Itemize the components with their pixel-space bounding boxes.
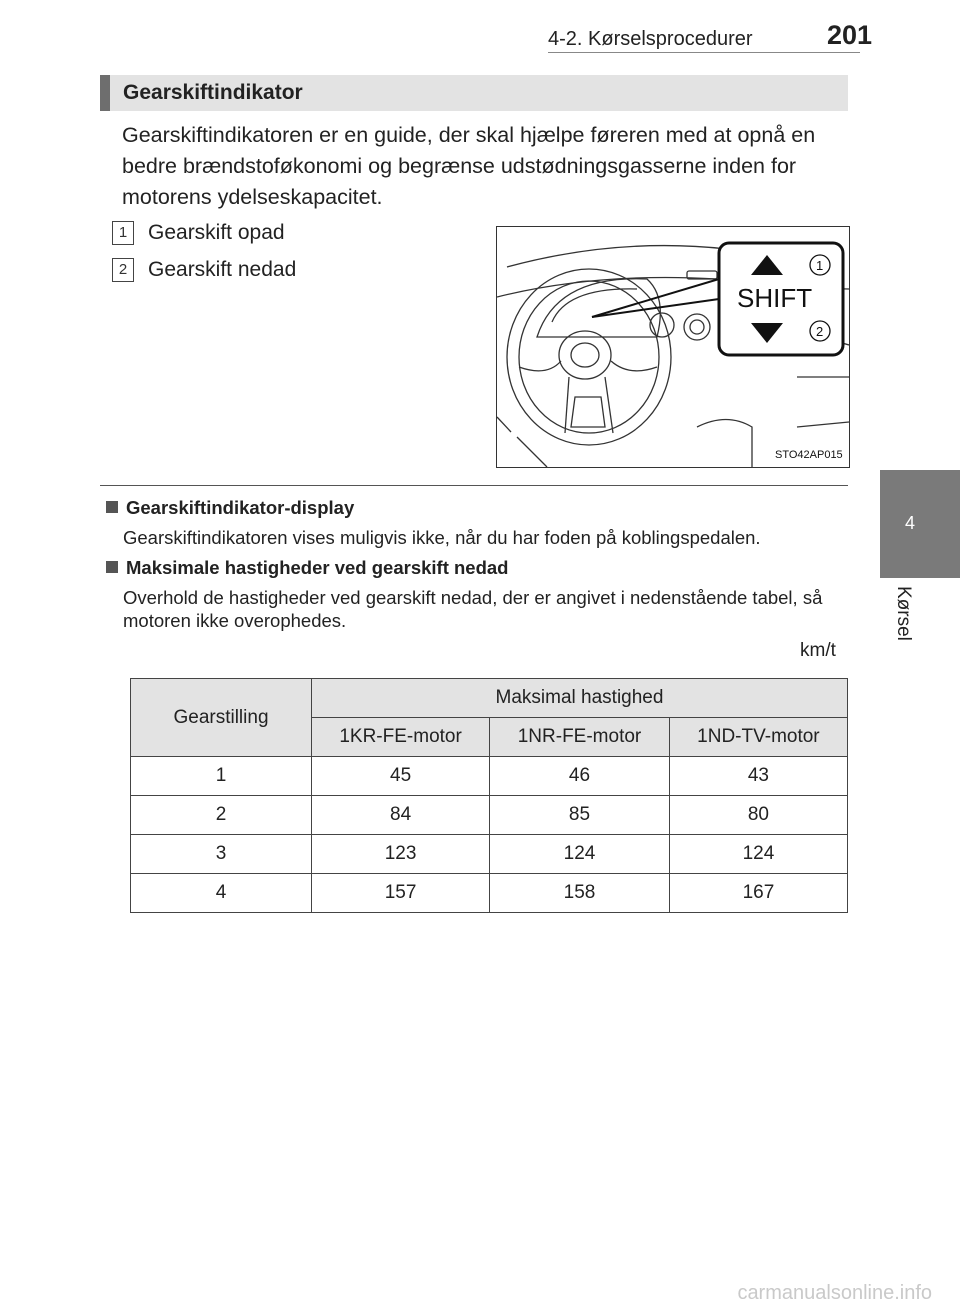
table-header-engine: 1KR-FE-motor (312, 718, 490, 757)
table-cell: 167 (669, 874, 847, 913)
legend-number-badge: 2 (112, 258, 134, 282)
table-cell: 43 (669, 757, 847, 796)
subsection-heading-display (106, 497, 354, 519)
running-header-section: 4-2. Kørselsprocedurer (548, 28, 753, 50)
watermark: carmanualsonline.info (737, 1282, 932, 1304)
table-header-engine: 1ND-TV-motor (669, 718, 847, 757)
callout-number-up: 1 (816, 258, 824, 273)
table-cell: 46 (490, 757, 670, 796)
dashboard-drawing (497, 227, 849, 467)
table-header-max-speed: Maksimal hastighed (312, 679, 848, 718)
section-heading-bar (100, 75, 110, 111)
illustration-code: STO42AP015 (775, 449, 843, 461)
table-header-engine: 1NR-FE-motor (490, 718, 670, 757)
shift-label: SHIFT (737, 283, 813, 313)
subsection-body-max-speeds: Overhold de hastigheder ved gearskift nedad, der er angivet i nedenstående tabel, så motoren ikke overophedes. (123, 587, 823, 631)
section-title: Gearskiftindikator (123, 81, 303, 104)
legend-number-badge: 1 (112, 221, 134, 245)
table-cell: 158 (490, 874, 670, 913)
table-cell: 2 (131, 796, 312, 835)
chapter-number: 4 (904, 513, 915, 533)
legend-item-shift-up (112, 221, 285, 245)
header-rule (548, 52, 860, 53)
legend-item-shift-down (112, 258, 296, 282)
table-cell: 124 (669, 835, 847, 874)
table-header-gear: Gearstilling (131, 679, 312, 757)
subsection-heading-max-speeds (106, 557, 508, 579)
subsection-body-display: Gearskiftindikatoren vises muligvis ikke, når du har foden på koblingspedalen. (123, 527, 761, 548)
table-row (131, 874, 848, 913)
table-unit: km/t (800, 640, 836, 661)
chapter-title: Kørsel (893, 586, 914, 641)
table-cell: 123 (312, 835, 490, 874)
table-cell: 45 (312, 757, 490, 796)
table-cell: 3 (131, 835, 312, 874)
bullet-square-icon (106, 501, 118, 513)
page-number: 201 (827, 20, 873, 50)
subsection-title: Maksimale hastigheder ved gearskift nedad (126, 557, 509, 578)
callout-number-down: 2 (816, 324, 824, 339)
max-speed-table (130, 678, 848, 913)
table-row (131, 796, 848, 835)
section-divider (100, 485, 848, 486)
table-cell: 157 (312, 874, 490, 913)
table-cell: 84 (312, 796, 490, 835)
table-row (131, 757, 848, 796)
legend-label: Gearskift nedad (148, 258, 297, 281)
table-cell: 124 (490, 835, 670, 874)
legend-label: Gearskift opad (148, 221, 285, 244)
intro-paragraph: Gearskiftindikatoren er en guide, der skal hjælpe føreren med at opnå en bedre brændstoføkonomi og begrænse udstødningsgasserne inden for motorens ydelseskapacitet. (122, 123, 816, 209)
bullet-square-icon (106, 561, 118, 573)
subsection-title: Gearskiftindikator-display (126, 497, 355, 518)
table-cell: 4 (131, 874, 312, 913)
chapter-title-vertical (880, 578, 940, 688)
table-cell: 85 (490, 796, 670, 835)
table-cell: 80 (669, 796, 847, 835)
table-cell: 1 (131, 757, 312, 796)
table-row (131, 835, 848, 874)
dashboard-illustration (496, 226, 850, 468)
